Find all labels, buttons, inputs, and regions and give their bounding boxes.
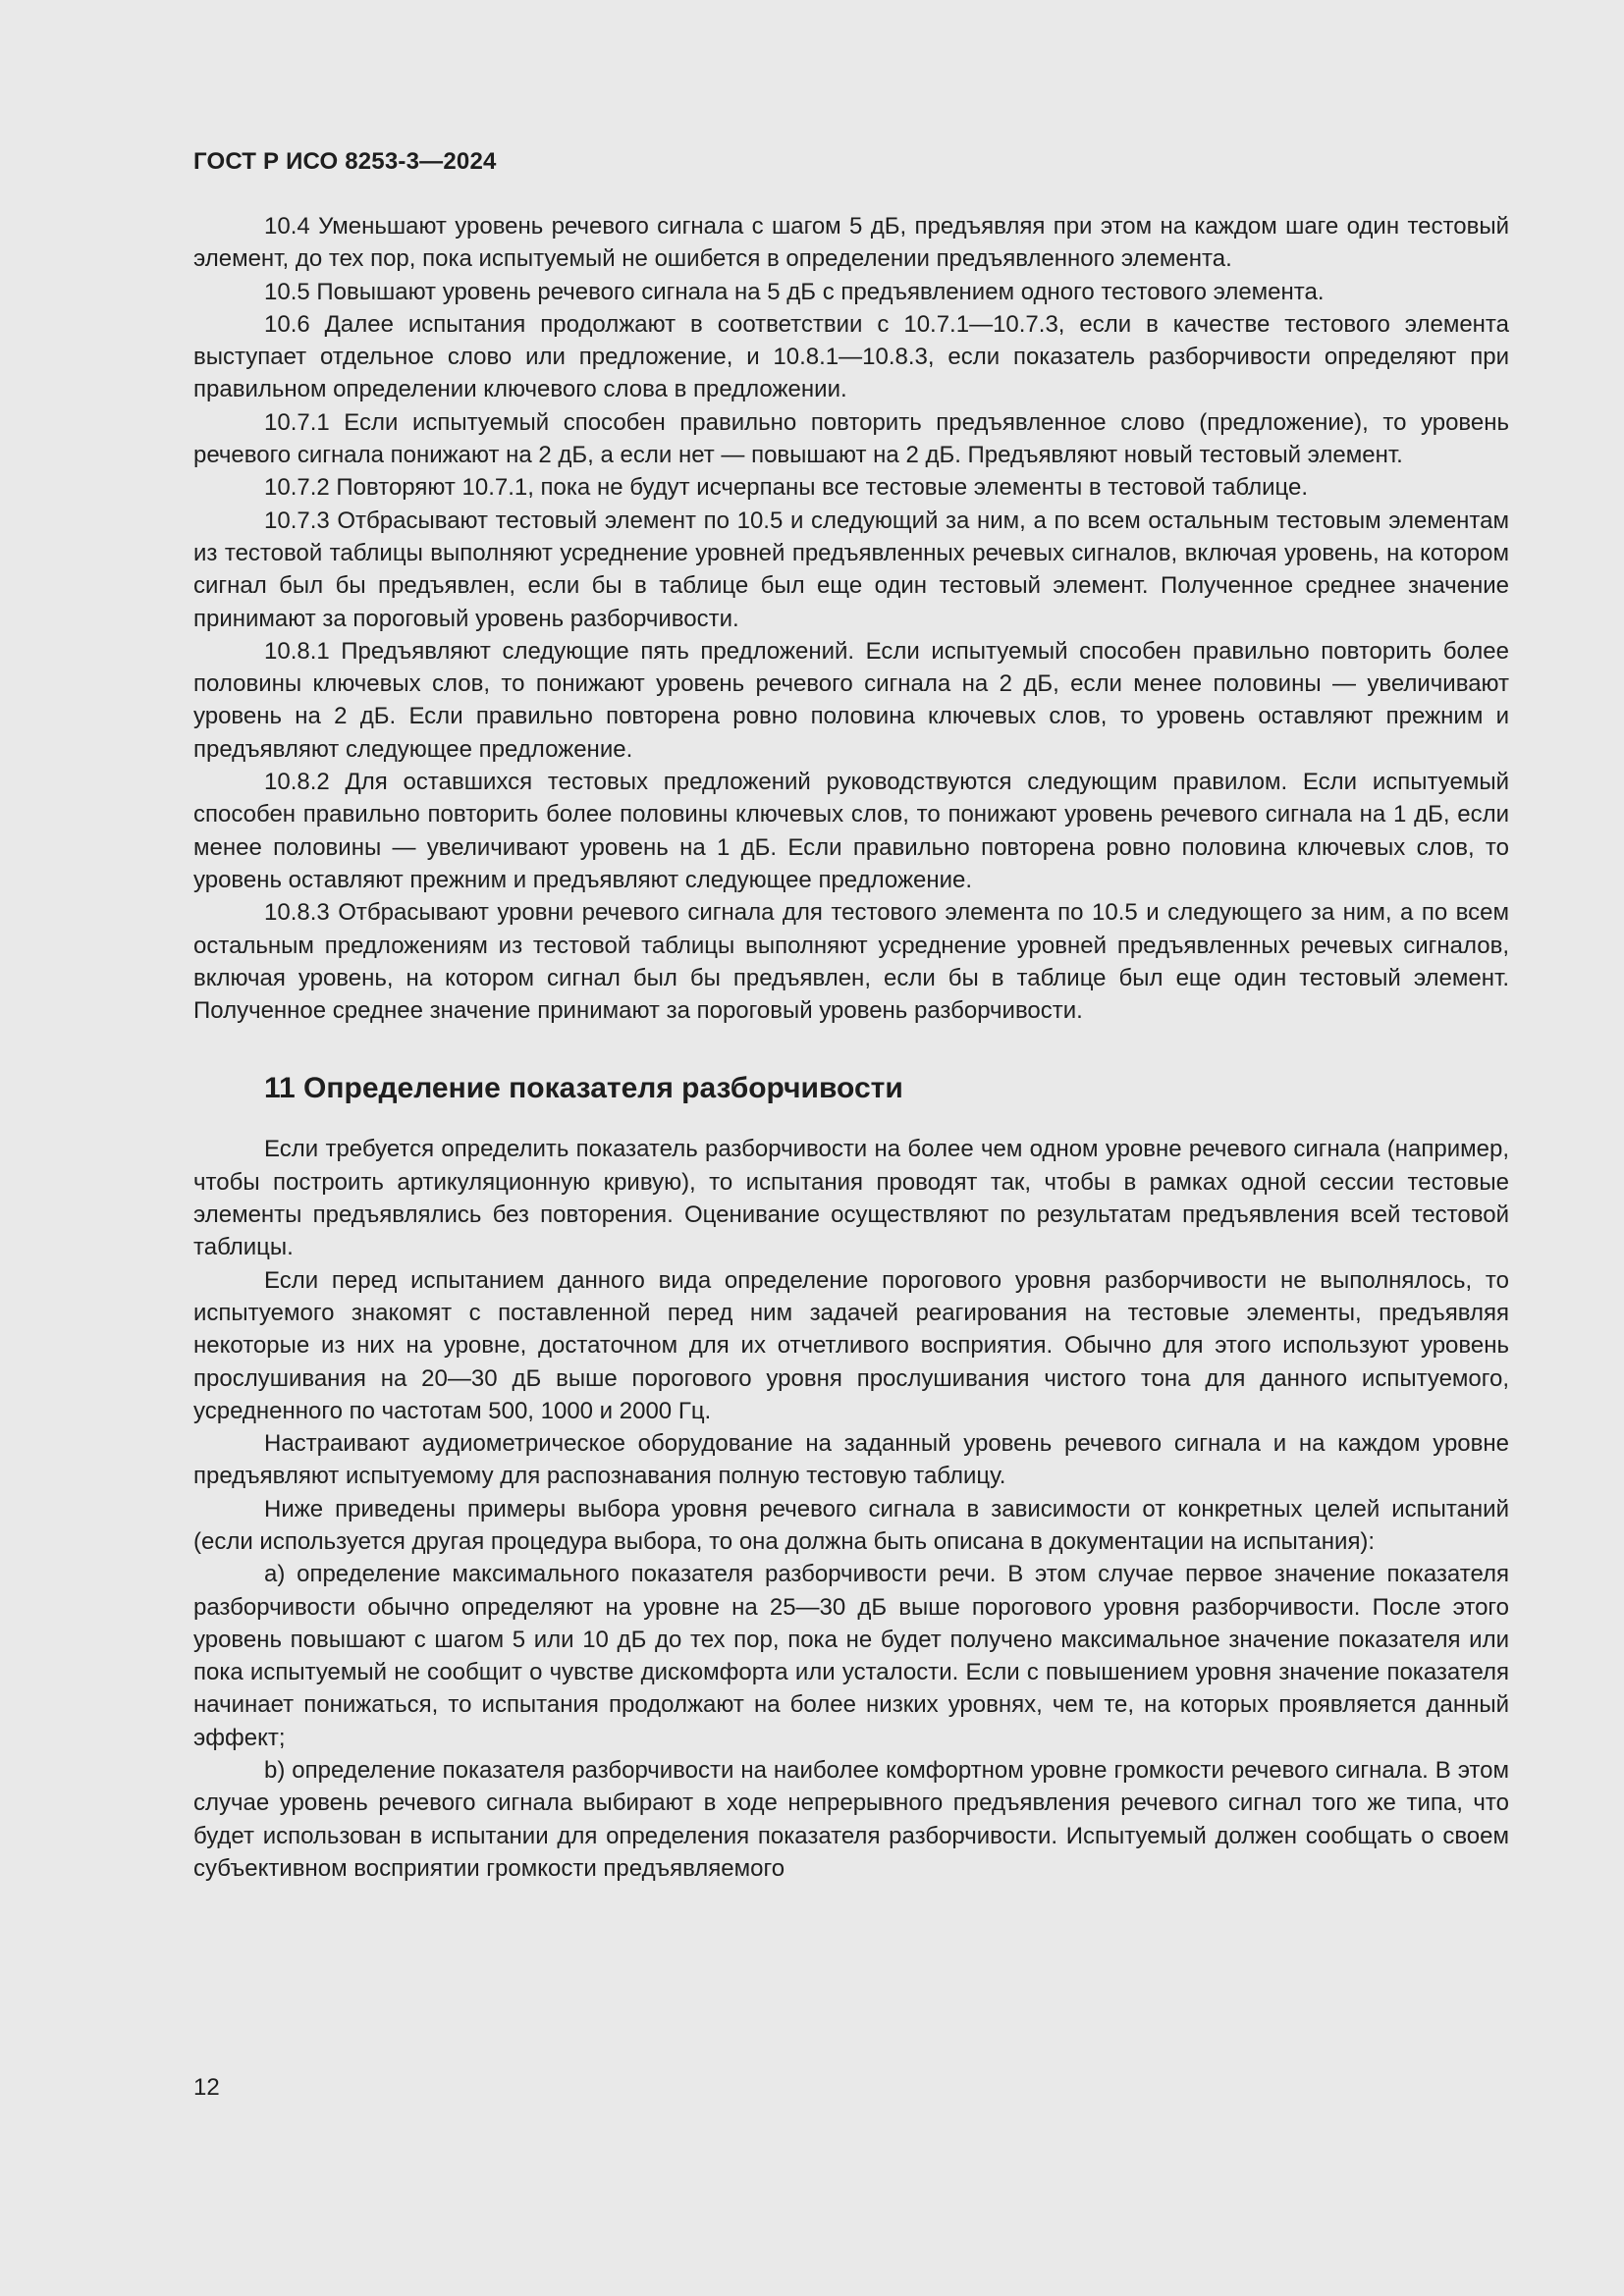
paragraph-10-6: 10.6 Далее испытания продолжают в соответствии с 10.7.1—10.7.3, если в качестве тестового элемента выступает отдельное слово или предложение, и 10.8.1—10.8.3, если показатель разборчивости определяют при правильном определении ключевого слова в предложении.	[193, 310, 1509, 403]
document-page	[193, 147, 1509, 1885]
list-item-b: b) определение показателя разборчивости на наиболее комфортном уровне громкости речевого сигнала. В этом случае уровень речевого сигнала выбирают в ходе непрерывного предъявления речевого сигнал того же типа, что будет использован в испытании для определения показателя разборчивости. Испытуемый должен сообщать о своем субъективном восприятии громкости предъявляемого	[193, 1757, 1509, 1882]
clause-10-continuation	[193, 210, 1509, 1027]
section-11-heading: 11 Определение показателя разборчивости	[264, 1072, 903, 1105]
paragraph-10-5: 10.5 Повышают уровень речевого сигнала на 5 дБ с предъявлением одного тестового элемента.	[264, 278, 1325, 305]
paragraph-10-8-1: 10.8.1 Предъявляют следующие пять предложений. Если испытуемый способен правильно повторить более половины ключевых слов, то понижают уровень речевого сигнала на 2 дБ, если менее половины — увеличивают уровень на 2 дБ. Если правильно повторена ровно половина ключевых слов, то уровень оставляют прежним и предъявляют следующее предложение.	[193, 637, 1509, 763]
paragraph-11-examples-intro: Ниже приведены примеры выбора уровня речевого сигнала в зависимости от конкретных целей испытаний (если используется другая процедура выбора, то она должна быть описана в документации на испытания):	[193, 1495, 1509, 1555]
paragraph-11-familiarization: Если перед испытанием данного вида определение порогового уровня разборчивости не выполнялось, то испытуемого знакомят с поставленной перед ним задачей реагирования на тестовые элементы, предъявляя некоторые из них на уровне, достаточном для их отчетливого восприятия. Обычно для этого используют уровень прослушивания на 20—30 дБ выше порогового уровня прослушивания чистого тона для данного испытуемого, усредненного по частотам 500, 1000 и 2000 Гц.	[193, 1266, 1509, 1424]
paragraph-10-8-3: 10.8.3 Отбрасывают уровни речевого сигнала для тестового элемента по 10.5 и следующего за ним, а по всем остальным предложениям из тестовой таблицы выполняют усреднение уровней предъявленных речевых сигналов, включая уровень, на котором сигнал был бы предъявлен, если бы в таблице был еще один тестовый элемент. Полученное среднее значение принимают за пороговый уровень разборчивости.	[193, 899, 1509, 1025]
page-number: 12	[193, 2074, 220, 2101]
paragraph-11-equipment: Настраивают аудиометрическое оборудование на заданный уровень речевого сигнала и на каждом уровне предъявляют испытуемому для распознавания полную тестовую таблицу.	[193, 1430, 1509, 1490]
paragraph-10-8-2: 10.8.2 Для оставшихся тестовых предложений руководствуются следующим правилом. Если испытуемый способен правильно повторить более половины ключевых слов, то понижают уровень речевого сигнала на 1 дБ, если менее половины — увеличивают уровень на 1 дБ. Если правильно повторена ровно половина ключевых слов, то уровень оставляют прежним и предъявляют следующее предложение.	[193, 769, 1509, 893]
list-item-a: a) определение максимального показателя разборчивости речи. В этом случае первое значение показателя разборчивости обычно определяют на уровне на 25—30 дБ выше порогового уровня разборчивости. После этого уровень повышают с шагом 5 или 10 дБ до тех пор, пока не будет получено максимальное значение показателя или пока испытуемый не сообщит о чувстве дискомфорта или усталости. Если с повышением уровня значение показателя начинает понижаться, то испытания продолжают на более низких уровнях, чем те, на которых проявляется данный эффект;	[193, 1561, 1509, 1751]
paragraph-10-7-1: 10.7.1 Если испытуемый способен правильно повторить предъявленное слово (предложение), то уровень речевого сигнала понижают на 2 дБ, а если нет — повышают на 2 дБ. Предъявляют новый тестовый элемент.	[193, 408, 1509, 469]
standard-designation: ГОСТ Р ИСО 8253-3—2024	[193, 148, 497, 175]
paragraph-10-7-2: 10.7.2 Повторяют 10.7.1, пока не будут исчерпаны все тестовые элементы в тестовой таблице.	[264, 474, 1308, 502]
paragraph-11-intro: Если требуется определить показатель разборчивости на более чем одном уровне речевого сигнала (например, чтобы построить артикуляционную кривую), то испытания проводят так, чтобы в рамках одной сессии тестовые элементы предъявлялись без повторения. Оценивание осуществляют по результатам предъявления всей тестовой таблицы.	[193, 1136, 1509, 1261]
paragraph-10-4: 10.4 Уменьшают уровень речевого сигнала с шагом 5 дБ, предъявляя при этом на каждом шаге один тестовый элемент, до тех пор, пока испытуемый не ошибется в определении предъявленного элемента.	[193, 213, 1509, 273]
paragraph-10-7-3: 10.7.3 Отбрасывают тестовый элемент по 10.5 и следующий за ним, а по всем остальным тестовым элементам из тестовой таблицы выполняют усреднение уровней предъявленных речевых сигналов, включая уровень, на котором сигнал был бы предъявлен, если бы в таблице был еще один тестовый элемент. Полученное среднее значение принимают за пороговый уровень разборчивости.	[193, 507, 1509, 632]
clause-11-body	[193, 1133, 1509, 1885]
